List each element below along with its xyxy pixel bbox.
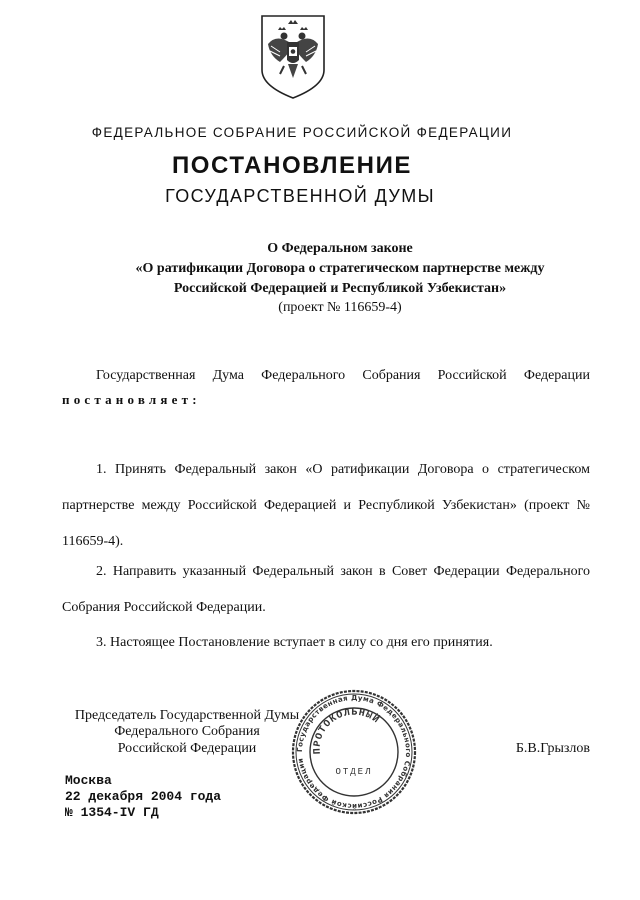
signer-title-line-3: Российской Федерации bbox=[117, 741, 257, 756]
seal-center-text: ОТДЕЛ bbox=[335, 767, 373, 777]
subject-line-1: О Федеральном законе bbox=[267, 241, 413, 256]
resolution-item-1: 1. Принять Федеральный закон «О ратификации Договора о стратегическом партнерстве между Российской Федерацией и Республикой Узбекистан» (проект № 116659-4). bbox=[62, 462, 590, 549]
signer-title-line-2: Федерального Собрания bbox=[114, 724, 260, 739]
document-number: № 1354-IV ГД bbox=[65, 805, 159, 820]
place-of-signing: Москва bbox=[65, 773, 112, 788]
seal-ring-text: Государственная Дума Федерального Собрания Российской Федерации bbox=[295, 693, 413, 811]
coat-of-arms-icon bbox=[258, 12, 328, 102]
signer-name: Б.В.Грызлов bbox=[515, 741, 590, 756]
document-type-title: ПОСТАНОВЛЕНИЕ bbox=[171, 152, 413, 179]
seal-arc-text: ПРОТОКОЛЬНЫЙ bbox=[312, 707, 382, 755]
round-seal-icon bbox=[290, 688, 418, 816]
parliament-name: ФЕДЕРАЛЬНОЕ СОБРАНИЕ РОССИЙСКОЙ ФЕДЕРАЦИИ bbox=[91, 125, 513, 140]
bill-number: (проект № 116659-4) bbox=[278, 300, 402, 315]
issuing-body: ГОСУДАРСТВЕННОЙ ДУМЫ bbox=[165, 186, 435, 206]
resolution-item-3: 3. Настоящее Постановление вступает в силу со дня его принятия. bbox=[96, 635, 493, 650]
resolves-word: постановляет: bbox=[62, 392, 201, 407]
resolution-item-2: 2. Направить указанный Федеральный закон в Совет Федерации Федерального Собрания Российской Федерации. bbox=[62, 564, 590, 615]
document-date: 22 декабря 2004 года bbox=[65, 789, 222, 804]
subject-line-2: «О ратификации Договора о стратегическом партнерстве между bbox=[135, 261, 545, 276]
svg-text:ПРОТОКОЛЬНЫЙ bbox=[313, 708, 384, 755]
subject-line-3: Российской Федерацией и Республикой Узбекистан» bbox=[173, 281, 507, 296]
signer-title-line-1: Председатель Государственной Думы bbox=[74, 708, 300, 723]
intro-paragraph: Государственная Дума Федерального Собрания Российской Федерации bbox=[96, 368, 590, 383]
